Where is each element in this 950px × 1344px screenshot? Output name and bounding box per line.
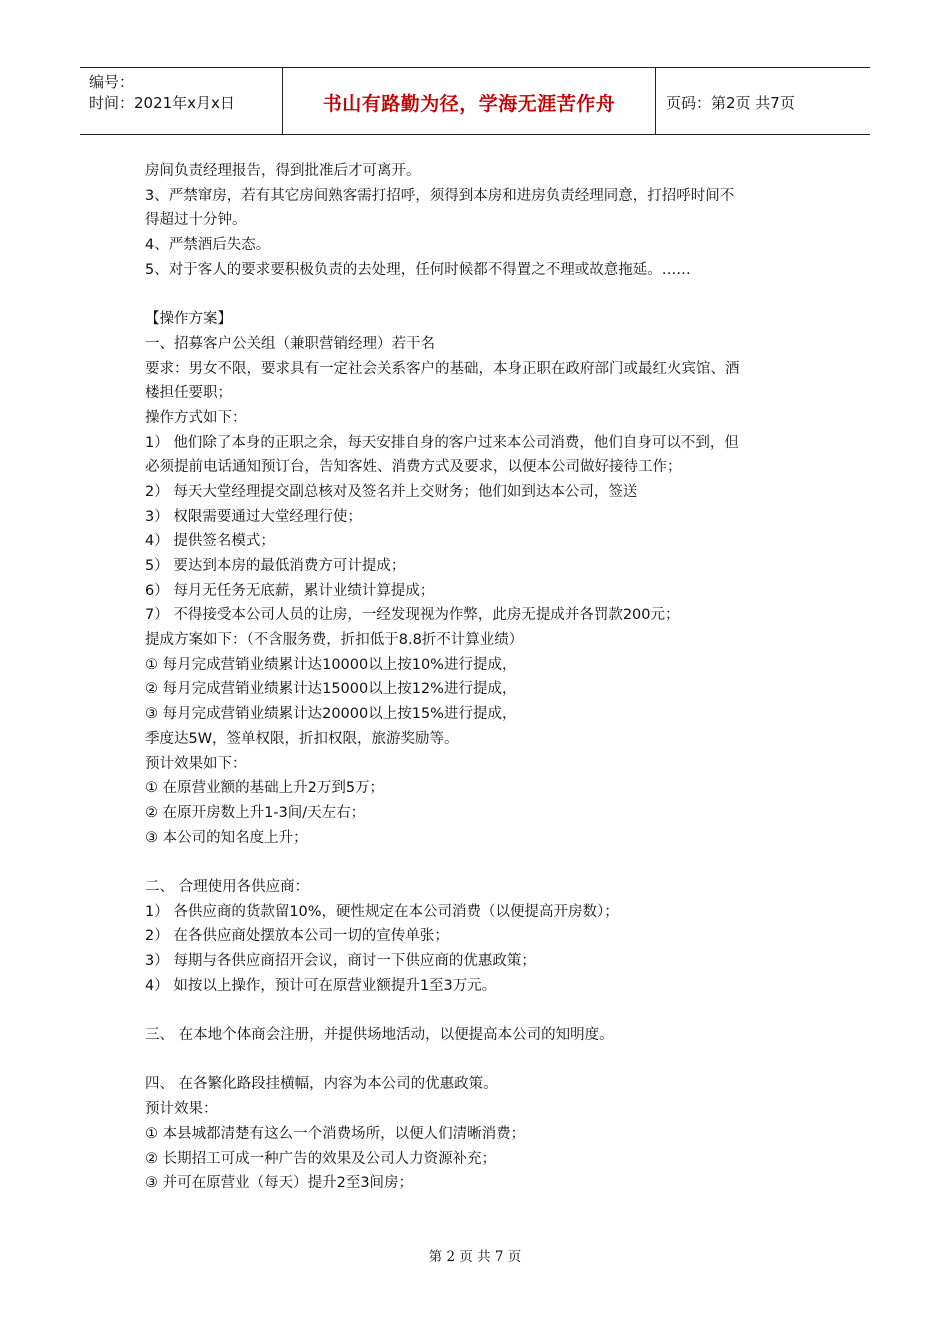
text-line: 6） 每月无任务无底薪，累计业绩计算提成； xyxy=(145,582,435,599)
text-line: 二、 合理使用各供应商： xyxy=(145,878,310,895)
text-line: 季度达5W，签单权限，折扣权限，旅游奖励等。 xyxy=(145,730,459,747)
text-line: 5） 要达到本房的最低消费方可计提成； xyxy=(145,558,406,574)
text-line: 1） 他们除了本身的正职之余，每天安排自身的客户过来本公司消费，他们自身可以不到，但 xyxy=(145,434,739,451)
text-line: 房间负责经理报告，得到批准后才可离开。 xyxy=(145,163,421,179)
text-line: ③ 每月完成营销业绩累计达20000以上按15%进行提成， xyxy=(145,706,517,723)
header-meta xyxy=(80,68,282,134)
text-line: 4） 如按以上操作，预计可在原营业额提升1至3万元。 xyxy=(145,977,497,994)
text-line: 三、 在本地个体商会注册，并提供场地活动，以便提高本公司的知明度。 xyxy=(145,1027,614,1044)
text-line: 必须提前电话通知预订台，告知客姓、消费方式及要求，以便本公司做好接待工作； xyxy=(145,459,682,476)
text-line: ① 在原营业额的基础上升2万到5万； xyxy=(145,780,385,797)
text-line: 3） 权限需要通过大堂经理行使； xyxy=(145,508,362,525)
text-line: 7） 不得接受本公司人员的让房，一经发现视为作弊，此房无提成并各罚款200元； xyxy=(145,607,680,624)
text-line: ② 每月完成营销业绩累计达15000以上按12%进行提成， xyxy=(145,681,517,698)
text-line: 【操作方案】 xyxy=(145,311,232,328)
text-line: 一、招募客户公关组（兼职营销经理）若干名 xyxy=(145,335,435,352)
text-line: 提成方案如下：（不含服务费，折扣低于8.8折不计算业绩） xyxy=(145,632,524,649)
text-line: 3、严禁窜房，若有其它房间熟客需打招呼，须得到本房和进房负责经理同意，打招呼时间不 xyxy=(145,187,735,204)
blank-line xyxy=(145,282,825,307)
blank-line xyxy=(145,1048,825,1073)
page-header xyxy=(80,67,870,135)
document-code-label: 编号： xyxy=(89,73,135,91)
text-line: 要求：男女不限，要求具有一定社会关系客户的基础，本身正职在政府部门或最红火宾馆、酒 xyxy=(145,360,740,377)
text-line: ② 长期招工可成一种广告的效果及公司人力资源补充； xyxy=(145,1150,497,1167)
text-line: 4、严禁酒后失态。 xyxy=(145,237,271,254)
text-line: 4） 提供签名模式； xyxy=(145,533,275,550)
header-page-info: 页码：第2页 共7页 xyxy=(666,93,795,112)
header-motto: 书山有路勤为径，学海无涯苦作舟 xyxy=(282,68,656,134)
text-line: ③ 并可在原营业（每天）提升2至3间房； xyxy=(145,1175,414,1192)
text-line: 得超过十分钟。 xyxy=(145,212,247,229)
text-line: ① 本县城都清楚有这么一个消费场所，以便人们清晰消费； xyxy=(145,1125,526,1142)
document-body xyxy=(145,159,825,1196)
text-line: 操作方式如下： xyxy=(145,409,247,426)
text-line: 2） 每天大堂经理提交副总核对及签名并上交财务；他们如到达本公司，签送 xyxy=(145,483,638,500)
text-line: 1） 各供应商的货款留10%，硬性规定在本公司消费（以便提高开房数）； xyxy=(145,903,619,920)
text-line: ② 在原开房数上升1-3间/天左右； xyxy=(145,804,366,821)
text-line: 预计效果如下： xyxy=(145,755,247,772)
document-date: 时间：2021年x月x日 xyxy=(89,94,235,112)
text-line: 四、 在各繁化路段挂横幅，内容为本公司的优惠政策。 xyxy=(145,1076,498,1093)
text-line: ① 每月完成营销业绩累计达10000以上按10%进行提成， xyxy=(145,656,517,673)
text-line: ③ 本公司的知名度上升； xyxy=(145,829,308,846)
blank-line xyxy=(145,998,825,1023)
text-line: 预计效果： xyxy=(145,1101,218,1118)
text-line: 楼担任要职； xyxy=(145,385,232,402)
text-line: 3） 每期与各供应商招开会议，商讨一下供应商的优惠政策； xyxy=(145,953,536,969)
page-footer: 第 2 页 共 7 页 xyxy=(428,1249,522,1265)
blank-line xyxy=(145,850,825,875)
text-line: 5、对于客人的要求要积极负责的去处理，任何时候都不得置之不理或故意拖延。…… xyxy=(145,261,691,278)
text-line: 2） 在各供应商处摆放本公司一切的宣传单张； xyxy=(145,928,449,945)
